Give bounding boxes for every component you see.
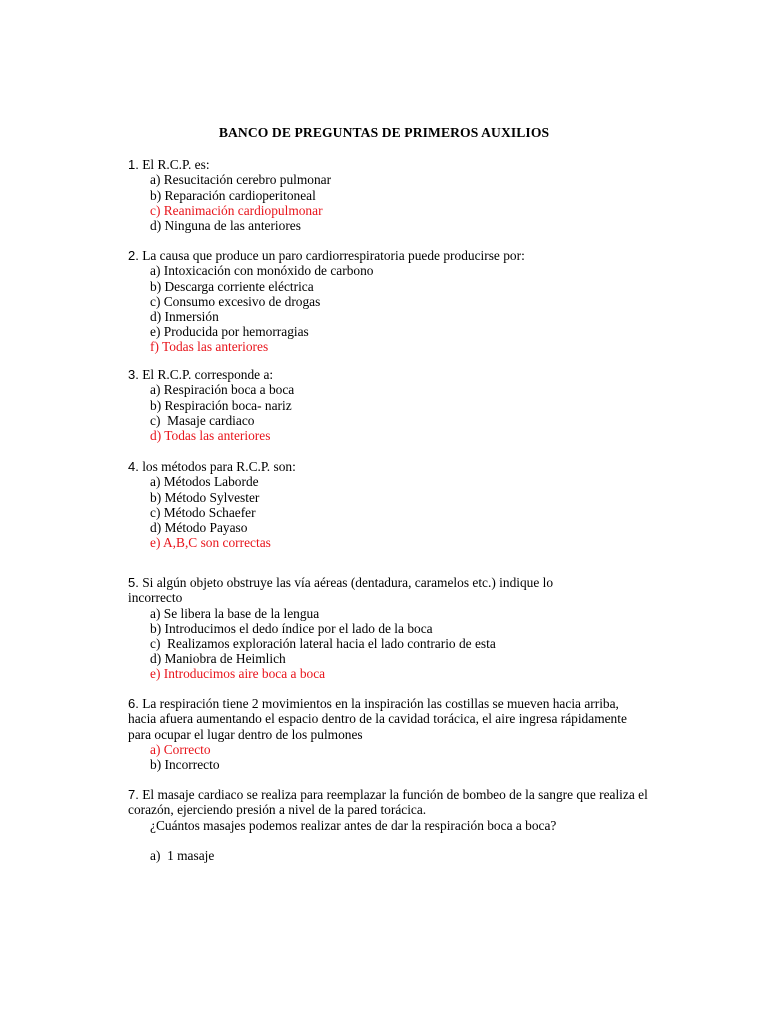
options-list <box>128 848 658 863</box>
option-d-correct: d) Todas las anteriores <box>150 427 271 443</box>
option-c: c) Consumo excesivo de drogas <box>150 293 321 309</box>
question-text <box>128 367 658 382</box>
options-list <box>128 382 658 443</box>
question-text <box>128 248 658 263</box>
question-number: 3. <box>128 367 139 382</box>
option-b: b) Descarga corriente eléctrica <box>150 278 314 294</box>
question-7 <box>128 787 658 863</box>
question-number: 7. <box>128 787 139 802</box>
option-b: b) Reparación cardioperitoneal <box>150 187 316 203</box>
options-list <box>128 172 658 233</box>
option-b: b) Método Sylvester <box>150 489 260 505</box>
option-e-correct: e) Introducimos aire boca a boca <box>150 666 326 682</box>
option-e: e) Producida por hemorragias <box>150 324 309 340</box>
option-a-correct: a) Correcto <box>150 741 211 757</box>
question-number: 1. <box>128 157 139 172</box>
options-list <box>128 606 658 682</box>
question-1 <box>128 157 658 233</box>
question-5 <box>128 575 658 682</box>
question-number: 2. <box>128 248 139 263</box>
question-prompt: El R.C.P. es: <box>142 157 210 172</box>
question-text <box>128 787 653 818</box>
option-d: d) Inmersión <box>150 308 219 324</box>
question-4 <box>128 459 658 550</box>
question-number: 6. <box>128 696 139 711</box>
question-prompt: Si algún objeto obstruye las vía aéreas (dentadura, caramelos etc.) indique lo incorrecto <box>128 575 554 606</box>
question-3 <box>128 367 658 443</box>
option-a: a) Métodos Laborde <box>150 474 259 490</box>
option-b: b) Incorrecto <box>150 757 220 773</box>
option-b: b) Respiración boca- nariz <box>150 397 292 413</box>
option-f-correct: f) Todas las anteriores <box>150 339 269 355</box>
question-prompt: El masaje cardiaco se realiza para reemplazar la función de bombeo de la sangre que realiza el corazón, ejerciendo presión a nivel de la pared torácica. <box>128 787 648 818</box>
option-d: d) Maniobra de Heimlich <box>150 651 286 667</box>
question-text <box>128 696 650 742</box>
option-a: a) Resucitación cerebro pulmonar <box>150 172 332 188</box>
question-6 <box>128 696 658 772</box>
option-d: d) Ninguna de las anteriores <box>150 217 301 233</box>
option-c: c) Realizamos exploración lateral hacia el lado contrario de esta <box>150 636 496 651</box>
question-text <box>128 157 658 172</box>
question-text <box>128 575 588 606</box>
question-prompt: los métodos para R.C.P. son: <box>142 459 296 474</box>
document-title: BANCO DE PREGUNTAS DE PRIMEROS AUXILIOS <box>218 125 550 140</box>
option-c: c) Masaje cardiaco <box>150 412 255 428</box>
options-list <box>128 263 658 354</box>
question-prompt: La respiración tiene 2 movimientos en la inspiración las costillas se mueven hacia arriba, hacia afuera aumentando el espacio dentro de la cavidad torácica, el aire ingresa rápidamente para ocupar el lugar dentro de los pulmones <box>128 696 627 742</box>
option-d: d) Método Payaso <box>150 519 248 535</box>
question-prompt: El R.C.P. corresponde a: <box>142 367 274 382</box>
option-c: c) Método Schaefer <box>150 504 256 520</box>
option-a: a) Se libera la base de la lengua <box>150 605 320 621</box>
option-a: a) Intoxicación con monóxido de carbono <box>150 263 374 279</box>
option-a: a) Respiración boca a boca <box>150 382 295 398</box>
question-number: 4. <box>128 459 139 474</box>
question-number: 5. <box>128 575 139 590</box>
question-subquestion: ¿Cuántos masajes podemos realizar antes de dar la respiración boca a boca? <box>150 817 557 833</box>
option-a: a) 1 masaje <box>150 847 215 863</box>
options-list <box>128 742 658 772</box>
question-text <box>128 459 658 474</box>
option-e-correct: e) A,B,C son correctas <box>150 535 271 551</box>
question-2 <box>128 248 658 355</box>
option-b: b) Introducimos el dedo índice por el lado de la boca <box>150 620 433 636</box>
option-c-correct: c) Reanimación cardiopulmonar <box>150 202 323 218</box>
question-prompt: La causa que produce un paro cardiorrespiratoria puede producirse por: <box>142 248 525 263</box>
options-list <box>128 474 658 550</box>
